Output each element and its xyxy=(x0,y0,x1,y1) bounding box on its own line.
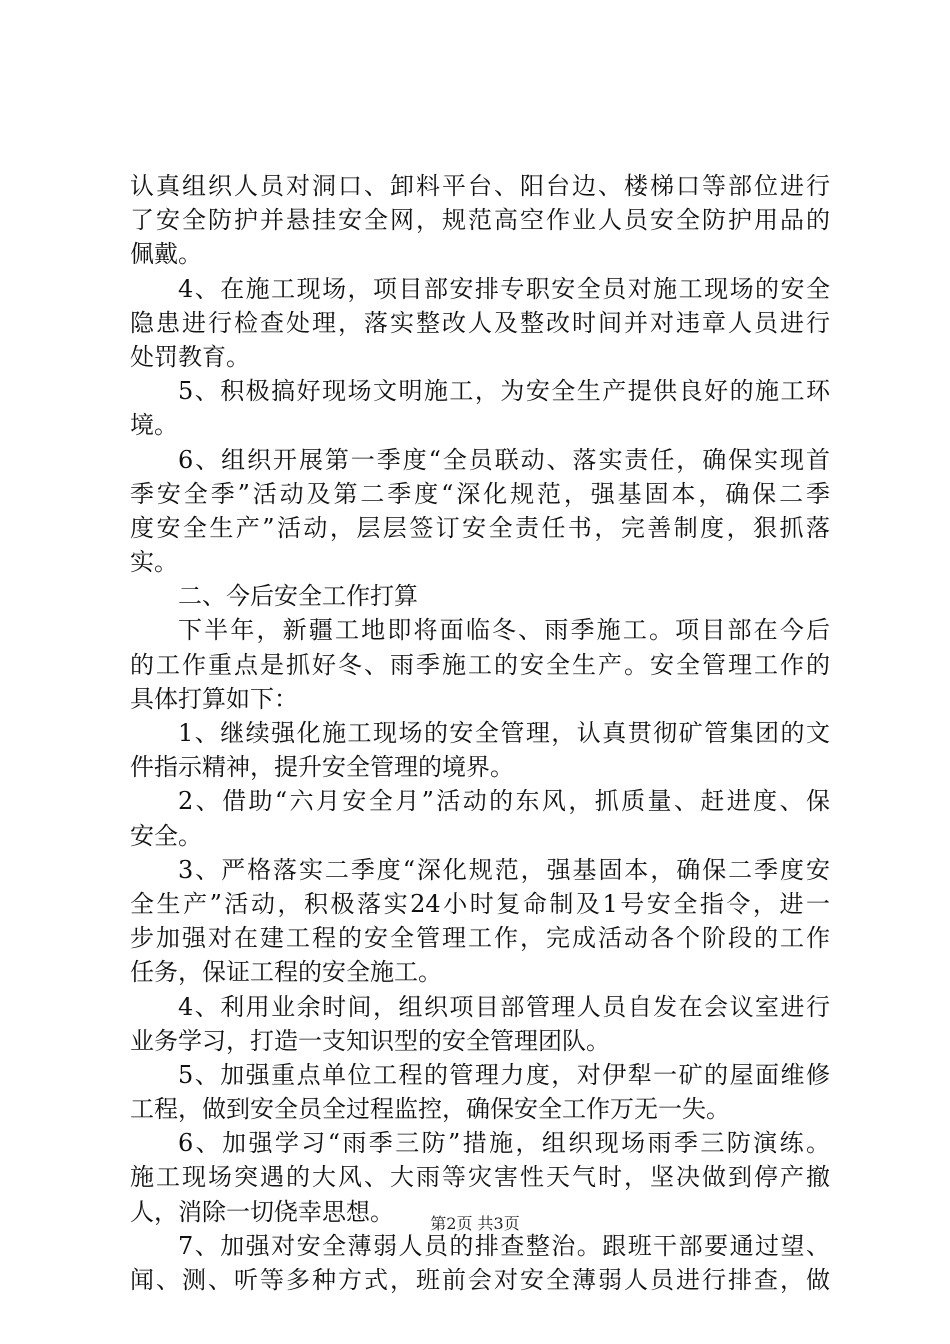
text-line: 5、加强重点单位工程的管理力度，对伊犁一矿的屋面维修 xyxy=(178,1060,830,1089)
text-line: 5、积极搞好现场文明施工，为安全生产提供良好的施工环 xyxy=(178,377,830,406)
text-line: 季安全季”活动及第二季度“深化规范，强基固本，确保二季 xyxy=(130,479,830,508)
text-line: 下半年，新疆工地即将面临冬、雨季施工。项目部在今后 xyxy=(178,616,830,645)
text-line: 6、组织开展第一季度“全员联动、落实责任，确保实现首 xyxy=(178,445,830,474)
text-line: 件指示精神，提升安全管理的境界。 xyxy=(130,753,514,782)
text-line: 具体打算如下： xyxy=(130,684,298,713)
text-line: 境。 xyxy=(130,411,178,440)
text-line: 7、加强对安全薄弱人员的排查整治。跟班干部要通过望、 xyxy=(178,1231,830,1260)
text-line: 1、继续强化施工现场的安全管理，认真贯彻矿管集团的文 xyxy=(178,719,830,747)
text-line: 隐患进行检查处理，落实整改人及整改时间并对违章人员进行 xyxy=(130,308,830,337)
text-line: 4、在施工现场，项目部安排专职安全员对施工现场的安全 xyxy=(178,274,830,303)
document-body xyxy=(130,169,830,1297)
text-line: 业务学习，打造一支知识型的安全管理团队。 xyxy=(130,1026,610,1055)
text-line: 安全。 xyxy=(130,821,202,850)
text-line: 3、严格落实二季度“深化规范，强基固本，确保二季度安 xyxy=(178,855,830,884)
page-footer: 第2页 共3页 xyxy=(430,1214,520,1233)
text-line: 工程，做到安全员全过程监控，确保安全工作万无一失。 xyxy=(130,1095,730,1124)
text-line: 度安全生产”活动，层层签订安全责任书，完善制度，狠抓落 xyxy=(130,513,830,542)
text-line: 了安全防护并悬挂安全网，规范高空作业人员安全防护用品的 xyxy=(130,206,830,235)
text-line: 处罚教育。 xyxy=(130,342,250,371)
text-line: 步加强对在建工程的安全管理工作，完成活动各个阶段的工作 xyxy=(130,924,830,953)
text-line: 6、加强学习“雨季三防”措施，组织现场雨季三防演练。 xyxy=(178,1129,830,1158)
text-line: 2、借助“六月安全月”活动的东风，抓质量、赶进度、保 xyxy=(178,787,830,816)
text-line: 施工现场突遇的大风、大雨等灾害性天气时，坚决做到停产撤 xyxy=(130,1163,830,1192)
text-line: 人，消除一切侥幸思想。 xyxy=(130,1197,394,1226)
text-line: 实。 xyxy=(130,548,178,577)
text-line: 4、利用业余时间，组织项目部管理人员自发在会议室进行 xyxy=(178,992,830,1021)
text-line: 全生产”活动，积极落实24小时复命制及1号安全指令，进一 xyxy=(130,889,830,918)
text-line: 佩戴。 xyxy=(130,240,202,269)
text-line: 闻、测、听等多种方式，班前会对安全薄弱人员进行排查，做 xyxy=(130,1266,830,1294)
text-line: 任务，保证工程的安全施工。 xyxy=(130,958,442,987)
text-line: 认真组织人员对洞口、卸料平台、阳台边、楼梯口等部位进行 xyxy=(130,172,830,200)
text-line: 二、今后安全工作打算 xyxy=(178,582,418,611)
text-line: 的工作重点是抓好冬、雨季施工的安全生产。安全管理工作的 xyxy=(130,650,830,679)
